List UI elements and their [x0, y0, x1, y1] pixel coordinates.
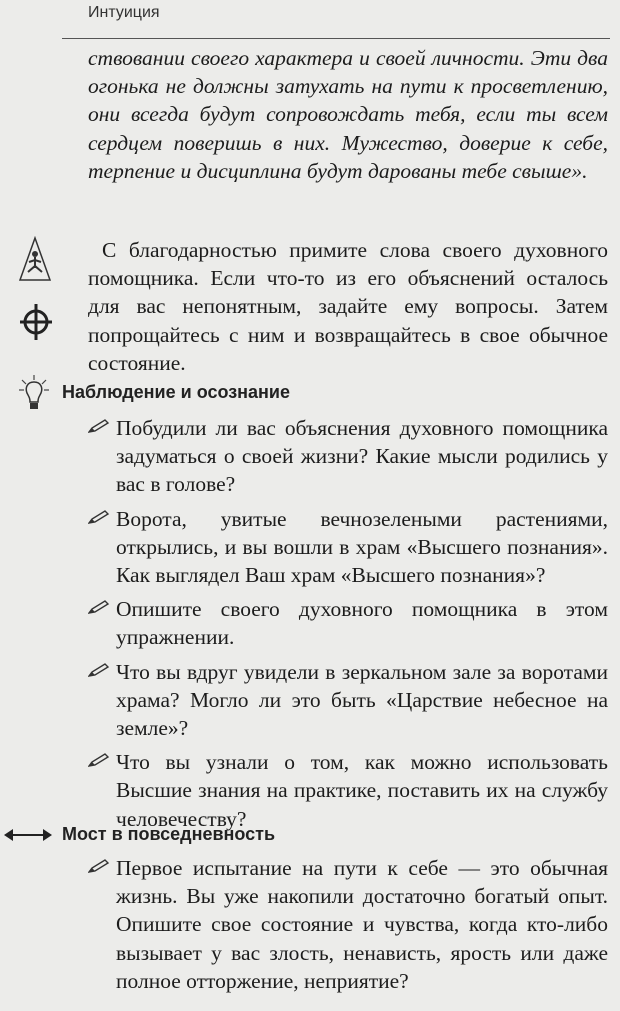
list-item-text: Побудили ли вас объяснения духовного помощника задуматься о своей жизни? Какие мысли родились у вас в голове? — [116, 416, 608, 497]
bridge-list — [88, 854, 608, 1001]
meditating-figure-icon — [18, 236, 52, 284]
list-item — [88, 658, 608, 743]
running-header-title: Интуиция — [88, 4, 160, 21]
observation-list — [88, 414, 608, 839]
lightbulb-icon — [18, 374, 50, 412]
page-header — [62, 0, 610, 39]
list-item — [88, 414, 608, 499]
list-item-text: Опишите своего духовного помощника в этом упражнении. — [116, 597, 608, 650]
pencil-icon — [88, 600, 110, 614]
list-item — [88, 505, 608, 590]
list-item-text: Что вы вдруг увидели в зеркальном зале за воротами храма? Могло ли это быть «Царствие небесное на земле»? — [116, 659, 608, 741]
bridge-heading: Мост в повседневность — [62, 824, 276, 844]
list-item — [88, 595, 608, 651]
intro-quote: ствовании своего характера и своей личности. Эти два огонька не должны затухать на пути к просветлению, они всегда будут сопровождать тебя, если ты всем сердцем поверишь в них. Мужество, доверие к себе, терпение и дисциплина будут дарованы тебе свыше». — [88, 46, 608, 183]
pencil-icon — [88, 663, 110, 677]
pencil-icon — [88, 419, 110, 433]
crosshair-icon — [18, 302, 54, 342]
list-item — [88, 748, 608, 833]
body-paragraph: С благодарностью примите слова своего духовного помощника. Если что-то из его объяснений осталось для вас непонятным, задайте ему вопросы. Затем попрощайтесь с ним и возвращайтесь в свое обычное состояние. — [88, 238, 608, 375]
pencil-icon — [88, 510, 110, 524]
pencil-icon — [88, 859, 110, 873]
list-item-text: Ворота, увитые вечнозелеными растениями, открылись, и вы вошли в храм «Высшего познания». Как выглядел Ваш храм «Высшего познания»? — [116, 506, 608, 588]
double-arrow-icon — [4, 826, 52, 844]
list-item — [88, 854, 608, 995]
list-item-text: Что вы узнали о том, как можно использовать Высшие знания на практике, поставить их на службу человечеству? — [116, 750, 608, 831]
list-item-text: Первое испытание на пути к себе — это обычная жизнь. Вы уже накопили достаточно богатый опыт. Опишите свое состояние и чувства, когда кто-либо вызывает у вас злость, ненависть, ярость или даже полное отторжение, неприятие? — [116, 856, 608, 993]
observation-heading: Наблюдение и осознание — [62, 382, 291, 402]
pencil-icon — [88, 753, 110, 767]
